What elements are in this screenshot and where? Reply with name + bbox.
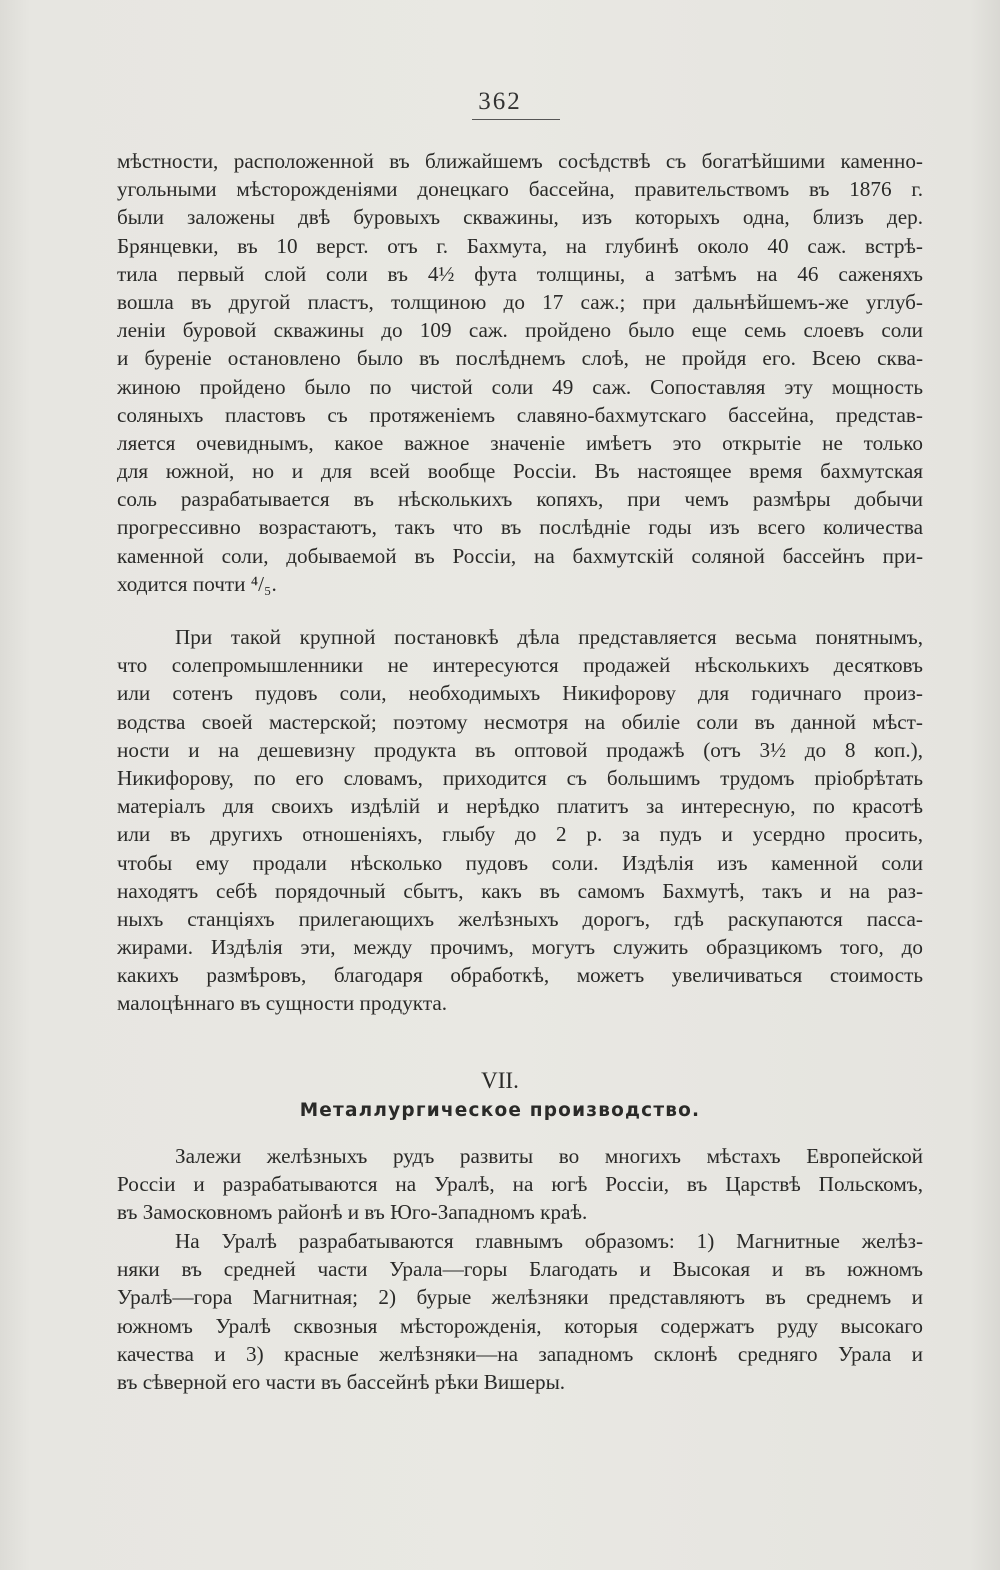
- text-line: соль разрабатывается въ нѣсколькихъ копяхъ, при чемъ размѣры добычи: [117, 487, 923, 512]
- text-line: угольными мѣсторожденіями донецкаго бассейна, правительствомъ въ 1876 г.: [117, 177, 923, 202]
- paragraph-1: [117, 147, 923, 598]
- text-line: водства своей мастерской; поэтому несмотря на обиліе соли въ данной мѣст-: [117, 709, 923, 734]
- text-line: прогрессивно возрастаютъ, такъ что въ послѣдніе годы изъ всего количества: [117, 515, 923, 540]
- text-line: Брянцевки, въ 10 верст. отъ г. Бахмута, на глубинѣ около 40 саж. встрѣ-: [117, 233, 923, 258]
- text-line: Россіи и разрабатываются на Уралѣ, на югѣ Россіи, въ Царствѣ Польскомъ,: [117, 1172, 923, 1197]
- text-line: каменной соли, добываемой въ Россіи, на бахмутскій соляной бассейнъ при-: [117, 543, 923, 568]
- paragraph-4: [117, 1227, 923, 1396]
- text-line: или въ другихъ отношеніяхъ, глыбу до 2 р. за пудъ и усердно просить,: [117, 822, 923, 847]
- text-line: въ Замосковномъ районѣ и въ Юго-Западномъ краѣ.: [117, 1200, 588, 1225]
- text-line: для южной, но и для всей вообще Россіи. Въ настоящее время бахмутская: [117, 459, 923, 484]
- text-line: что солепромышленники не интересуются продажей нѣсколькихъ десятковъ: [117, 653, 923, 678]
- text-line: малоцѣннаго въ сущности продукта.: [117, 991, 448, 1016]
- text-line: вошла въ другой пластъ, толщиною до 17 саж.; при дальнѣйшемъ-же углуб-: [117, 289, 923, 314]
- text-line: соляныхъ пластовъ съ протяженіемъ славяно-бахмутскаго бассейна, представ-: [117, 402, 923, 427]
- text-line: На Уралѣ разрабатываются главнымъ образомъ: 1) Магнитные желѣз-: [175, 1229, 923, 1253]
- text-line: или сотенъ пудовъ соли, необходимыхъ Никифорову для годичнаго произ-: [117, 681, 923, 706]
- text-line: Уралѣ—гора Магнитная; 2) бурые желѣзняки представляютъ въ среднемъ и: [117, 1285, 923, 1310]
- paragraph-3: [117, 1142, 923, 1227]
- text-line: ности и на дешевизну продукта въ оптовой продажѣ (отъ 3½ до 8 коп.),: [117, 737, 923, 762]
- text-line: жирами. Издѣлія эти, между прочимъ, могутъ служить образцикомъ того, до: [117, 935, 923, 960]
- text-line: какихъ размѣровъ, благодаря обработкѣ, можетъ увеличиваться стоимость: [117, 963, 923, 988]
- text-line: матеріалъ для своихъ издѣлій и нерѣдко платитъ за интересную, по красотѣ: [117, 794, 923, 819]
- section-title: Металлургическое производство.: [299, 1100, 701, 1121]
- text-line: няки въ средней части Урала—горы Благодать и Высокая и въ южномъ: [117, 1257, 923, 1282]
- page-number-rule: [472, 119, 560, 120]
- text-line: чтобы ему продали нѣсколько пудовъ соли. Издѣлія изъ каменной соли: [117, 850, 923, 875]
- section-number: VII.: [481, 1068, 519, 1093]
- text-line: были заложены двѣ буровыхъ скважины, изъ которыхъ одна, близъ дер.: [117, 205, 923, 230]
- text-line: находятъ себѣ порядочный сбытъ, какъ въ самомъ Бахмутѣ, такъ и на раз-: [117, 878, 923, 903]
- text-line: жиною пройдено было по чистой соли 49 саж. Сопоставляя эту мощность: [117, 374, 923, 399]
- text-line: ляется очевиднымъ, какое важное значеніе имѣетъ это открытіе не только: [117, 430, 923, 455]
- text-line: ныхъ станціяхъ прилегающихъ желѣзныхъ дорогъ, гдѣ раскупаются пасса-: [117, 906, 923, 931]
- text-line: южномъ Уралѣ сквозныя мѣсторожденія, которыя содержатъ руду высокаго: [117, 1313, 923, 1338]
- text-line: и буреніе остановлено было въ послѣднемъ слоѣ, не пройдя его. Всею сква-: [117, 346, 923, 371]
- text-line: мѣстности, расположенной въ ближайшемъ сосѣдствѣ съ богатѣйшими каменно-: [117, 149, 923, 173]
- text-line: Залежи желѣзныхъ рудъ развиты во многихъ мѣстахъ Европейской: [175, 1144, 923, 1168]
- text-line: въ сѣверной его части въ бассейнѣ рѣки Вишеры.: [117, 1369, 566, 1394]
- text-line: качества и 3) красные желѣзняки—на западномъ склонѣ средняго Урала и: [117, 1341, 923, 1366]
- text-line: При такой крупной постановкѣ дѣла представляется весьма понятнымъ,: [175, 625, 923, 649]
- page-number: 362: [478, 88, 522, 115]
- paragraph-2: [117, 623, 923, 1018]
- text-line: леніи буровой скважины до 109 саж. пройдено было еще семь слоевъ соли: [117, 318, 923, 343]
- text-line: Никифорову, по его словамъ, приходится съ большимъ трудомъ пріобрѣтать: [117, 765, 923, 790]
- text-line: ходится почти ⁴/₅.: [117, 571, 277, 596]
- text-line: тила первый слой соли въ 4½ фута толщины, а затѣмъ на 46 саженяхъ: [117, 261, 923, 286]
